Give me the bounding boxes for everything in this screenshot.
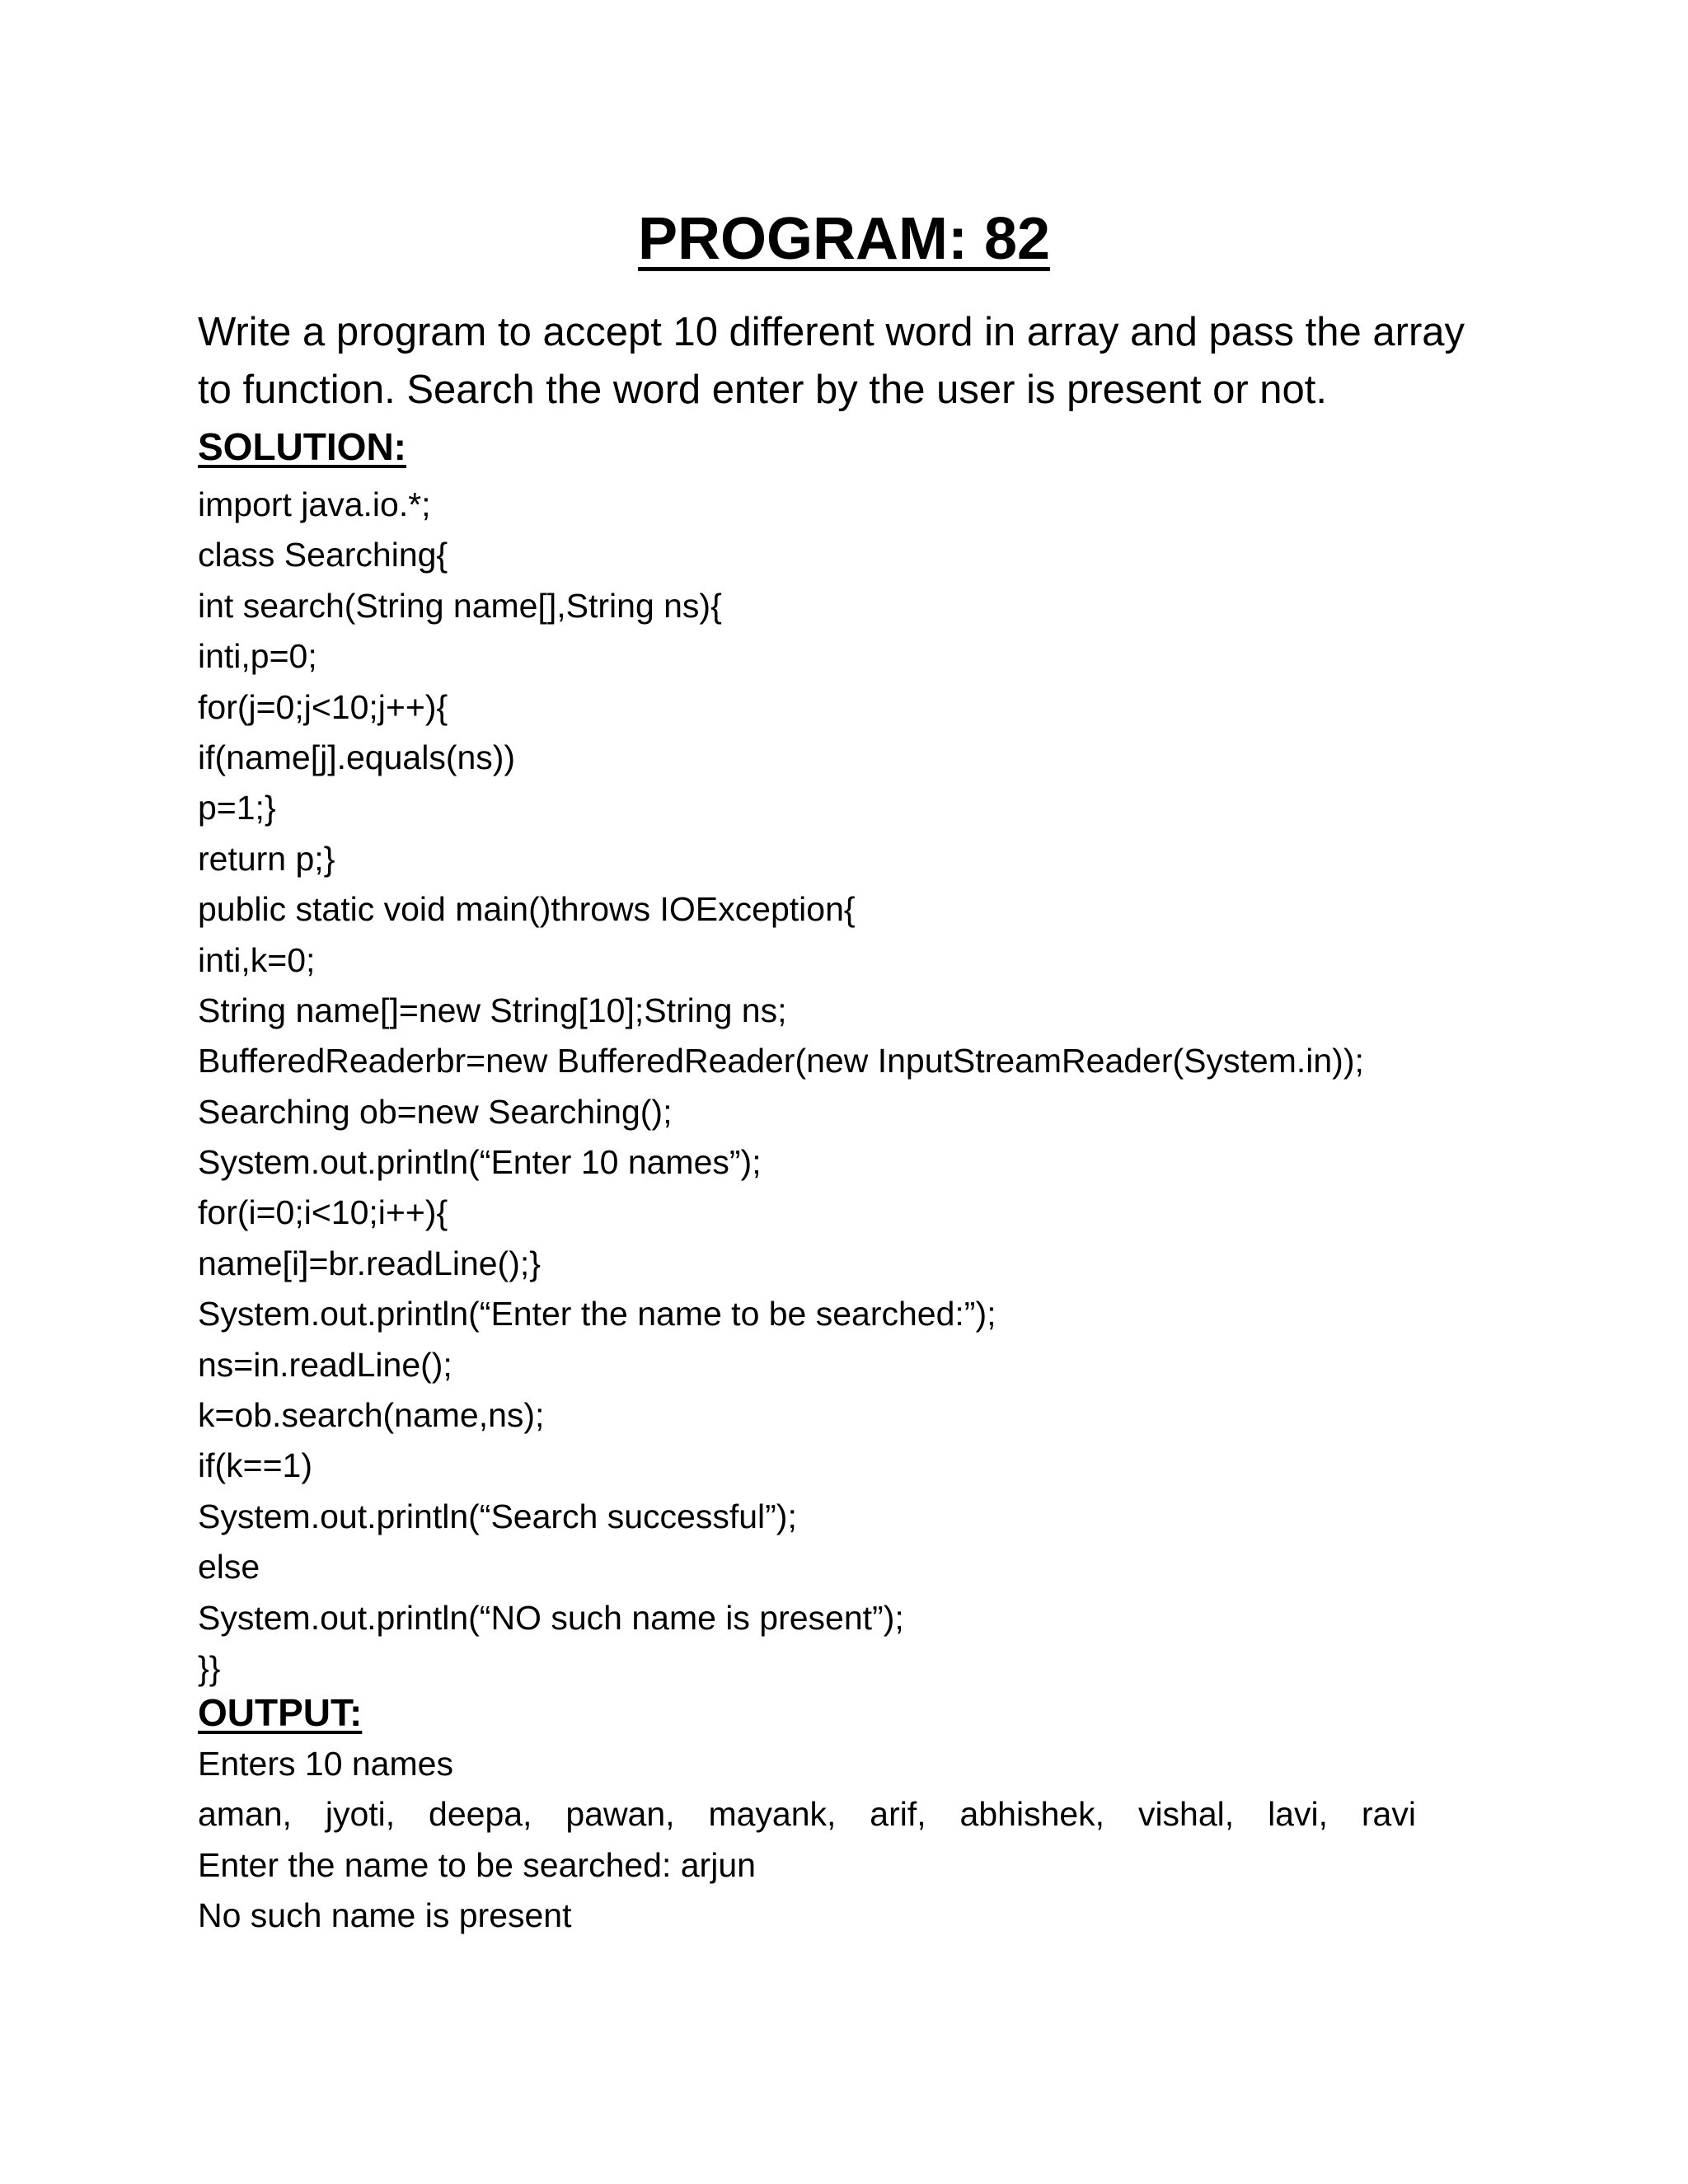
output-name: deepa, [429,1795,532,1834]
code-line: System.out.println(“Enter 10 names”); [198,1143,762,1182]
output-result-line: No such name is present [198,1896,572,1935]
program-title-text: PROGRAM: 82 [637,206,1051,272]
code-line: k=ob.search(name,ns); [198,1396,545,1435]
output-prompt-line: Enters 10 names [198,1745,453,1783]
code-line: inti,p=0; [198,637,317,676]
output-name: pawan, [565,1795,675,1834]
code-line: else [198,1548,260,1586]
output-name: mayank, [708,1795,837,1834]
code-line: p=1;} [198,789,276,827]
program-title [0,202,1688,276]
code-line: for(i=0;i<10;i++){ [198,1193,448,1232]
code-line: BufferedReaderbr=new BufferedReader(new InputStreamReader(System.in)); [198,1042,1364,1080]
code-line: }} [198,1648,221,1687]
code-line: inti,k=0; [198,940,316,979]
code-line: if(k==1) [198,1446,312,1485]
code-line: for(j=0;j<10;j++){ [198,687,448,726]
output-name: jyoti, [325,1795,396,1834]
question-line: Write a program to accept 10 different word in array and pass the array [198,310,1465,354]
solution-heading: SOLUTION: [198,425,406,468]
code-line: name[i]=br.readLine();} [198,1244,541,1282]
output-block [198,1739,1434,1942]
code-line: int search(String name[],String ns){ [198,586,722,625]
question-line: to function. Search the word enter by the user is present or not. [198,368,1328,412]
output-name: arif, [870,1795,926,1834]
code-line: class Searching{ [198,536,448,574]
code-line: System.out.println(“Enter the name to be searched:”); [198,1295,996,1333]
code-line: if(name[j].equals(ns)) [198,738,516,776]
output-name: vishal, [1137,1795,1235,1834]
code-line: return p;} [198,839,335,878]
question-text [198,303,1517,419]
code-line: ns=in.readLine(); [198,1345,452,1384]
output-name: lavi, [1268,1795,1328,1834]
output-search-line: Enter the name to be searched: arjun [198,1845,756,1884]
code-line: Searching ob=new Searching(); [198,1092,673,1131]
code-line: import java.io.*; [198,485,431,523]
output-heading: OUTPUT: [198,1691,363,1734]
code-line: public static void main()throws IOException{ [198,890,856,929]
code-line: System.out.println(“Search successful”); [198,1497,797,1535]
output-name: aman, [198,1795,292,1834]
code-block [198,480,1550,1694]
output-name: ravi [1361,1795,1416,1834]
code-line: String name[]=new String[10];String ns; [198,991,787,1029]
output-names-row [198,1789,1416,1840]
code-line: System.out.println(“NO such name is present”); [198,1598,904,1637]
output-name: abhishek, [959,1795,1105,1834]
